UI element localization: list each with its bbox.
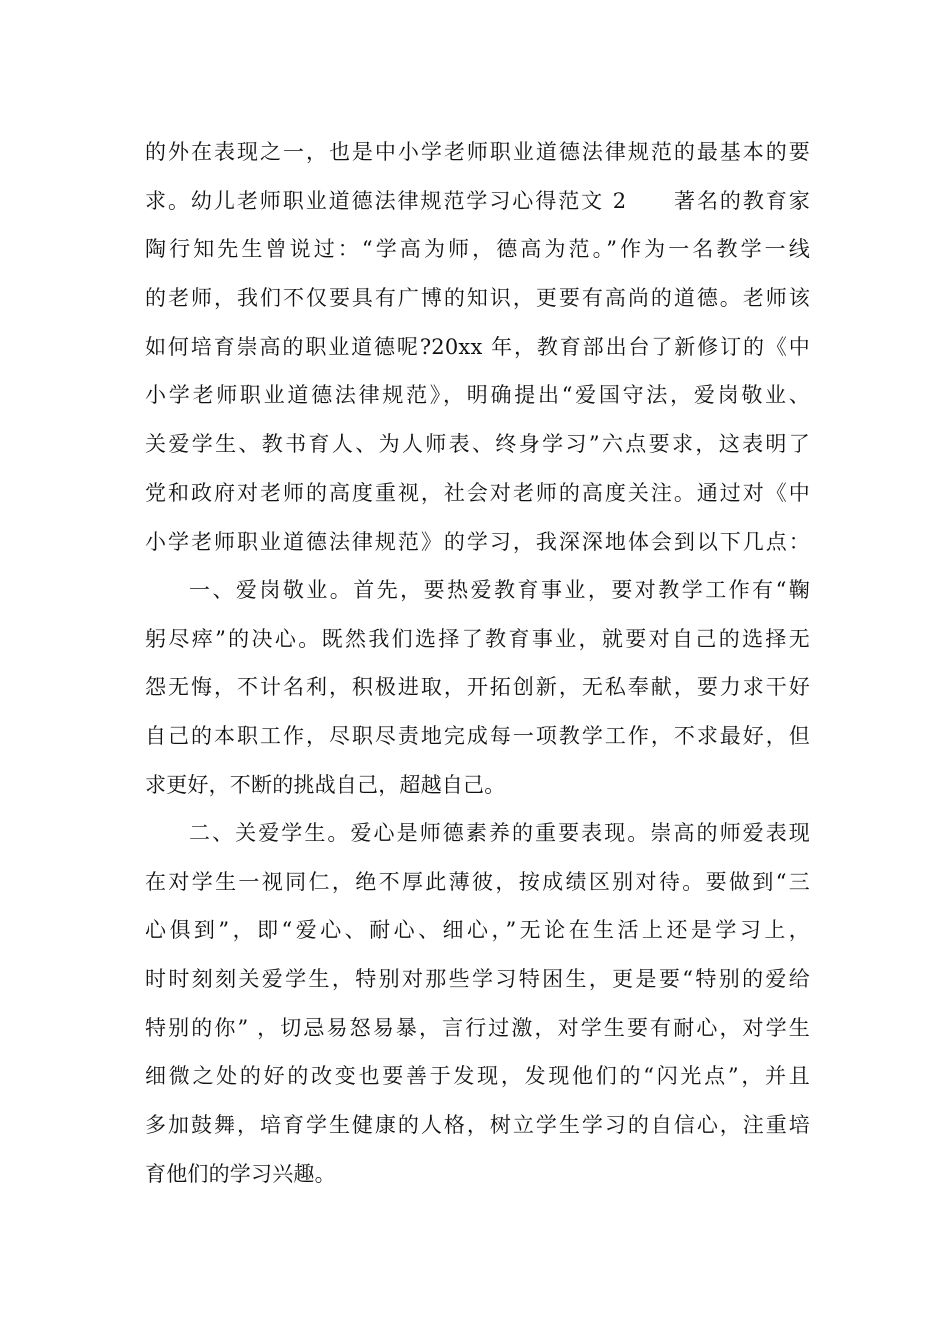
- text-line: 二、关爱学生。爱心是师德素养的重要表现。崇高的师爱表现: [189, 821, 810, 845]
- text-line: 小学老师职业道德法律规范》，明确提出“爱国守法，爱岗敬业、: [145, 383, 810, 408]
- text-line: 陶行知先生曾说过：“学高为师，德高为范。”作为一名教学一线: [145, 237, 810, 262]
- text-line: 多加鼓舞，培育学生健康的人格，树立学生学习的自信心，注重培: [145, 1113, 810, 1138]
- text-line: 特别的你” ，切忌易怒易暴，言行过激，对学生要有耐心，对学生: [145, 1015, 810, 1040]
- text-line: 小学老师职业道德法律规范》的学习，我深深地体会到以下几点：: [145, 529, 810, 554]
- text-line: 如何培育崇高的职业道德呢?20xx 年，教育部出台了新修订的《中: [145, 334, 810, 359]
- paragraph-2: [145, 566, 810, 809]
- text-line: 求。幼儿老师职业道德法律规范学习心得范文 2 著名的教育家: [145, 188, 810, 213]
- paragraph-1: [145, 128, 810, 566]
- text-line: 躬尽瘁”的决心。既然我们选择了教育事业，就要对自己的选择无: [145, 626, 810, 651]
- text-line: 的老师，我们不仅要具有广博的知识，更要有高尚的道德。老师该: [145, 286, 810, 311]
- text-line: 党和政府对老师的高度重视，社会对老师的高度关注。通过对《中: [145, 480, 810, 505]
- paragraph-3: [145, 809, 810, 1199]
- text-line: 时时刻刻关爱学生，特别对那些学习特困生，更是要“特别的爱给: [145, 967, 810, 992]
- text-line: 一、爱岗敬业。首先，要热爱教育事业，要对教学工作有“鞠: [189, 578, 810, 602]
- text-line: 在对学生一视同仁，绝不厚此薄彼，按成绩区别对待。要做到“三: [145, 869, 810, 894]
- text-line: 关爱学生、教书育人、为人师表、终身学习”六点要求，这表明了: [145, 432, 810, 457]
- text-line: 怨无悔，不计名利，积极进取，开拓创新，无私奉献，要力求干好: [145, 675, 810, 700]
- text-line: 育他们的学习兴趣。: [145, 1161, 336, 1186]
- text-line: 自己的本职工作，尽职尽责地完成每一项教学工作，不求最好，但: [145, 724, 810, 749]
- text-line: 求更好，不断的挑战自己，超越自己。: [145, 772, 506, 797]
- text-line: 的外在表现之一，也是中小学老师职业道德法律规范的最基本的要: [145, 140, 810, 164]
- text-line: 细微之处的好的改变也要善于发现，发现他们的“闪光点”，并且: [145, 1064, 810, 1089]
- text-line: 心俱到”，即“爱心、耐心、细心，”无论在生活上还是学习上，: [145, 918, 810, 943]
